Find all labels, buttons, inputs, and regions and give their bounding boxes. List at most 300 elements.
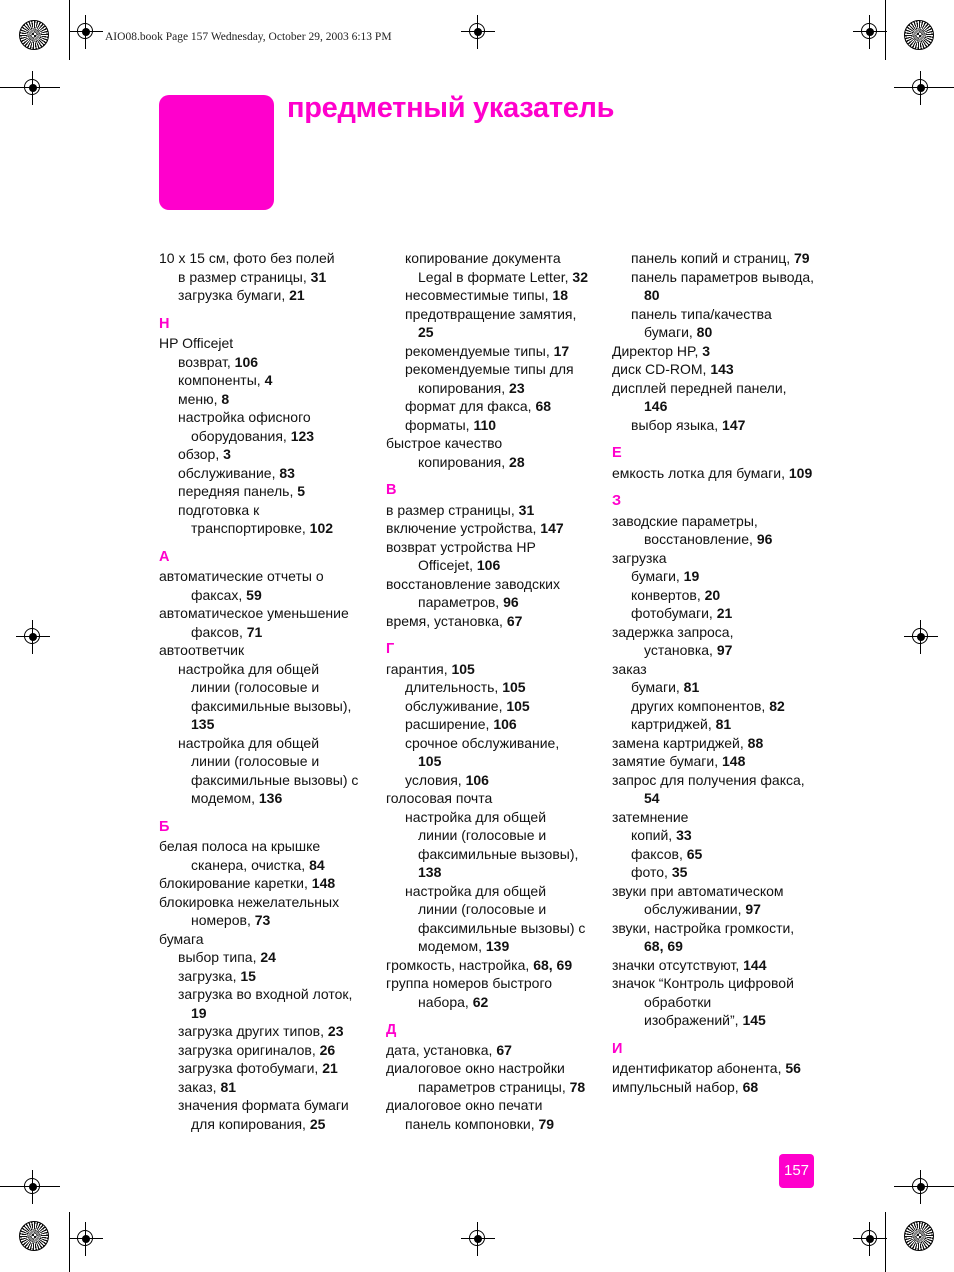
index-entry <box>386 678 588 697</box>
page-reference: 136 <box>258 790 283 806</box>
index-letter-heading <box>386 640 588 659</box>
page-reference: 68 <box>535 398 552 414</box>
index-column-1 <box>159 249 358 1133</box>
entry-text: включение устройства, <box>386 520 541 536</box>
entry-text: автоматические отчеты о <box>159 568 324 584</box>
index-entry <box>612 464 814 483</box>
page-reference: 80 <box>644 287 660 303</box>
index-letter-heading <box>159 818 358 837</box>
page-reference: 106 <box>476 557 501 573</box>
entry-text: идентификатор абонента, <box>612 1060 786 1076</box>
index-entry <box>386 789 588 808</box>
page-reference: 105 <box>506 697 530 714</box>
page-reference: 147 <box>722 416 746 433</box>
entry-text: громкость, настройка, <box>386 956 534 973</box>
entry-text: бумаги, <box>631 568 684 584</box>
entry-text: настройка для общей <box>178 660 320 677</box>
index-entry <box>612 342 814 361</box>
entry-text: установка, <box>644 642 717 658</box>
entry-text: рекомендуемые типы, <box>405 342 554 359</box>
page-reference: 15 <box>240 967 256 984</box>
index-entry <box>612 567 814 586</box>
entry-text: Б <box>159 818 170 835</box>
index-letter-heading <box>159 548 358 567</box>
page-reference: 79 <box>538 1115 555 1132</box>
entry-text: обслуживании, <box>644 901 746 917</box>
page-reference: 73 <box>254 912 271 928</box>
index-entry <box>612 993 814 1012</box>
page-reference: 25 <box>418 324 434 340</box>
entry-text: длительность, <box>405 679 503 695</box>
entry-text: блокировка нежелательных <box>159 893 340 910</box>
index-entry <box>386 1115 588 1134</box>
entry-text: в размер страницы, <box>386 501 519 518</box>
index-entry <box>159 1078 358 1097</box>
index-entry <box>612 660 814 679</box>
index-entry <box>159 789 358 808</box>
entry-text: заказ, <box>178 1078 221 1095</box>
crop-line <box>0 87 60 88</box>
index-entry <box>612 715 814 734</box>
entry-text: панель копий и страниц, <box>631 250 794 266</box>
entry-text: 10 x 15 см, фото без полей <box>159 250 335 266</box>
index-entry <box>386 1096 588 1115</box>
page-reference: 19 <box>683 568 700 584</box>
page-reference: 23 <box>509 379 525 396</box>
page-title: предметный указатель <box>287 92 615 124</box>
entry-text: белая полоса на крышке <box>159 838 321 854</box>
page-reference: 35 <box>671 864 688 880</box>
page-reference: 81 <box>220 1078 237 1095</box>
entry-text: выбор языка, <box>631 416 723 433</box>
index-entry <box>159 445 358 464</box>
registration-rosette <box>19 20 49 50</box>
entry-text: копий, <box>631 827 677 843</box>
entry-text: линии (голосовые и <box>418 827 547 843</box>
index-entry <box>386 305 588 324</box>
index-entry <box>159 893 358 912</box>
index-entry <box>386 453 588 472</box>
entry-text: Е <box>612 445 622 461</box>
index-letter-heading <box>612 1040 814 1059</box>
index-entry <box>612 323 814 342</box>
index-entry <box>386 845 588 864</box>
index-entry <box>386 715 588 734</box>
entry-text: замена картриджей, <box>612 734 748 751</box>
index-entry <box>386 286 588 305</box>
index-entry <box>612 882 814 901</box>
entry-text: В <box>386 482 397 498</box>
entry-text: обслуживание, <box>405 697 507 714</box>
page-reference: 28 <box>509 453 525 470</box>
page-reference: 68, 69 <box>644 938 683 954</box>
registration-rosette <box>19 1221 49 1251</box>
entry-text: гарантия, <box>386 660 452 677</box>
index-entry <box>159 604 358 623</box>
print-slug: AIO08.book Page 157 Wednesday, October 29, 2003 6:13 PM <box>105 31 392 43</box>
index-entry <box>612 808 814 827</box>
index-entry <box>159 1041 358 1060</box>
page-reference: 21 <box>716 605 733 621</box>
entry-text: рекомендуемые типы для <box>405 361 574 377</box>
index-entry <box>159 586 358 605</box>
entry-text: значения формата бумаги <box>178 1097 349 1113</box>
index-entry <box>159 911 358 930</box>
entry-text: заказ <box>612 660 647 677</box>
crop-line <box>69 0 70 60</box>
index-entry <box>386 993 588 1012</box>
index-entry <box>386 1078 588 1097</box>
entry-text: картриджей, <box>631 716 716 732</box>
entry-text: А <box>159 548 170 565</box>
index-entry <box>159 268 358 287</box>
entry-text: условия, <box>405 771 466 788</box>
page-reference: 102 <box>309 520 334 536</box>
entry-text: факсимильные вызовы), <box>191 697 352 714</box>
index-entry <box>386 937 588 956</box>
index-letter-heading <box>159 315 358 334</box>
entry-text: Г <box>386 641 395 657</box>
entry-text: загрузка других типов, <box>178 1023 328 1039</box>
index-entry <box>159 734 358 753</box>
index-entry <box>159 856 358 875</box>
entry-text: несовместимые типы, <box>405 287 553 303</box>
page-reference: 110 <box>473 416 497 433</box>
index-entry <box>159 1059 358 1078</box>
index-entry <box>612 641 814 660</box>
registration-mark <box>904 1170 938 1204</box>
page-reference: 25 <box>309 1115 326 1132</box>
page-reference: 96 <box>756 531 773 547</box>
page-reference: 67 <box>496 1041 512 1058</box>
page-reference: 144 <box>743 956 767 973</box>
entry-text: панель компоновки, <box>405 1115 539 1132</box>
entry-text: факсимильные вызовы) с <box>191 771 359 788</box>
entry-text: звуки при автоматическом <box>612 882 784 899</box>
page-reference: 5 <box>297 483 306 499</box>
entry-text: расширение, <box>405 716 494 732</box>
index-entry <box>159 286 358 305</box>
index-entry <box>159 334 358 353</box>
index-entry <box>159 967 358 986</box>
entry-text: HP Officejet <box>159 335 234 351</box>
entry-text: диск CD-ROM, <box>612 361 711 377</box>
index-entry <box>159 1004 358 1023</box>
entry-text: факсимильные вызовы) с <box>418 919 586 936</box>
entry-text: сканера, очистка, <box>191 856 310 873</box>
index-entry <box>159 408 358 427</box>
entry-text: Officejet, <box>418 557 477 573</box>
page-reference: 84 <box>309 856 325 873</box>
entry-text: звуки, настройка громкости, <box>612 919 795 936</box>
entry-text: голосовая почта <box>386 790 493 806</box>
entry-text: обзор, <box>178 446 224 462</box>
page-reference: 82 <box>769 697 785 714</box>
entry-text: линии (голосовые и <box>191 679 320 695</box>
entry-text: бумаги, <box>631 679 684 695</box>
entry-text: З <box>612 493 622 509</box>
entry-text: Д <box>386 1022 397 1038</box>
index-entry <box>612 397 814 416</box>
entry-text: меню, <box>178 390 222 407</box>
page-reference: 139 <box>485 938 510 954</box>
entry-text: панель типа/качества <box>631 305 772 322</box>
page-reference: 21 <box>322 1060 338 1076</box>
entry-text: загрузка <box>612 549 667 566</box>
index-entry <box>386 501 588 520</box>
entry-text: обработки <box>644 993 712 1010</box>
index-entry <box>386 697 588 716</box>
entry-text: затемнение <box>612 808 689 825</box>
index-entry <box>612 771 814 790</box>
page-reference: 145 <box>742 1012 766 1028</box>
page-reference: 65 <box>686 845 703 862</box>
page-reference: 26 <box>319 1041 336 1058</box>
page-reference: 24 <box>260 949 276 965</box>
crop-line <box>885 0 886 60</box>
page-reference: 135 <box>191 716 215 732</box>
index-entry <box>386 612 588 631</box>
index-letter-heading <box>386 481 588 500</box>
index-entry <box>612 530 814 549</box>
entry-text: замятие бумаги, <box>612 753 722 769</box>
entry-text: выбор типа, <box>178 949 261 965</box>
index-entry <box>612 416 814 435</box>
page-reference: 31 <box>310 268 327 285</box>
page-reference: 109 <box>788 464 813 481</box>
entry-text: И <box>612 1040 623 1057</box>
index-entry <box>159 464 358 483</box>
index-entry <box>612 305 814 324</box>
registration-mark <box>461 1222 495 1256</box>
index-entry <box>386 808 588 827</box>
entry-text: емкость лотка для бумаги, <box>612 464 789 481</box>
registration-rosette <box>904 20 934 50</box>
index-letter-heading <box>386 1021 588 1040</box>
index-column-3 <box>612 249 814 1096</box>
page-reference: 17 <box>553 342 570 359</box>
entry-text: группа номеров быстрого <box>386 975 553 991</box>
page-reference: 146 <box>644 398 668 414</box>
page-reference: 105 <box>502 679 526 695</box>
entry-text: бумаги, <box>644 324 697 340</box>
index-entry <box>612 512 814 531</box>
entry-text: конвертов, <box>631 586 705 603</box>
index-entry <box>386 268 588 287</box>
index-entry <box>386 249 588 268</box>
index-entry <box>386 434 588 453</box>
entry-text: импульсный набор, <box>612 1078 743 1095</box>
index-entry <box>159 930 358 949</box>
entry-text: фотобумаги, <box>631 605 717 621</box>
page-reference: 96 <box>503 594 519 610</box>
index-entry <box>159 771 358 790</box>
registration-mark <box>904 620 938 654</box>
entry-text: изображений”, <box>644 1012 743 1028</box>
index-entry <box>612 1078 814 1097</box>
entry-text: факсах, <box>191 586 247 603</box>
entry-text: быстрое качество <box>386 435 503 451</box>
index-entry <box>159 482 358 501</box>
page-reference: 3 <box>702 342 711 359</box>
page-reference: 138 <box>418 864 442 880</box>
page-reference: 71 <box>246 623 263 640</box>
index-entry <box>159 985 358 1004</box>
index-entry <box>386 734 588 753</box>
index-entry <box>386 974 588 993</box>
index-entry <box>386 416 588 435</box>
entry-text: модемом, <box>191 790 259 806</box>
entry-text: возврат, <box>178 353 235 370</box>
page-reference: 67 <box>506 612 523 629</box>
entry-text: загрузка бумаги, <box>178 287 290 303</box>
page-reference: 3 <box>223 446 231 462</box>
index-entry <box>386 863 588 882</box>
index-entry <box>612 268 814 287</box>
index-entry <box>159 697 358 716</box>
index-entry <box>612 789 814 808</box>
entry-text: бумага <box>159 930 204 947</box>
index-entry <box>386 397 588 416</box>
entry-text: подготовка к <box>178 501 260 518</box>
index-entry <box>386 342 588 361</box>
page-reference: 88 <box>747 734 764 751</box>
entry-text: форматы, <box>405 416 474 433</box>
entry-text: H <box>159 315 170 332</box>
page-reference: 81 <box>715 716 732 732</box>
entry-text: настройка офисного <box>178 409 311 425</box>
page-reference: 62 <box>472 993 489 1010</box>
index-entry <box>386 593 588 612</box>
page-reference: 106 <box>493 716 517 732</box>
entry-text: копирование документа <box>405 250 561 266</box>
index-entry <box>386 956 588 975</box>
entry-text: передняя панель, <box>178 483 298 499</box>
entry-text: настройка для общей <box>405 808 547 825</box>
index-entry <box>159 519 358 538</box>
index-entry <box>159 715 358 734</box>
entry-text: настройка для общей <box>178 734 320 751</box>
index-column-2 <box>386 249 588 1133</box>
page-reference: 4 <box>264 372 273 388</box>
registration-rosette <box>904 1221 934 1251</box>
entry-text: восстановление, <box>644 531 757 547</box>
index-entry <box>612 734 814 753</box>
index-entry <box>386 519 588 538</box>
index-entry <box>386 1041 588 1060</box>
page-reference: 32 <box>572 268 588 285</box>
page-reference: 78 <box>569 1078 586 1095</box>
entry-text: линии (голосовые и <box>418 901 547 917</box>
index-entry <box>159 874 358 893</box>
index-entry <box>386 900 588 919</box>
entry-text: модемом, <box>418 938 486 954</box>
index-entry <box>159 752 358 771</box>
registration-mark <box>69 1222 103 1256</box>
entry-text: компоненты, <box>178 372 265 388</box>
index-letter-heading <box>612 492 814 511</box>
page-reference: 79 <box>794 250 810 266</box>
page-reference: 18 <box>552 287 568 303</box>
entry-text: настройка для общей <box>405 882 547 899</box>
page-reference: 143 <box>710 361 734 377</box>
page-reference: 97 <box>745 901 761 917</box>
page-reference: 123 <box>290 427 315 444</box>
page-reference: 23 <box>327 1023 344 1039</box>
entry-text: других компонентов, <box>631 697 770 714</box>
entry-text: дата, установка, <box>386 1041 497 1058</box>
index-entry <box>159 623 358 642</box>
crop-line <box>894 87 954 88</box>
page-reference: 106 <box>234 353 259 370</box>
chapter-tab <box>159 95 274 210</box>
index-entry <box>386 575 588 594</box>
entry-text: значок “Контроль цифровой <box>612 975 794 991</box>
index-entry <box>386 752 588 771</box>
entry-text: загрузка фотобумаги, <box>178 1060 323 1076</box>
index-entry <box>159 1022 358 1041</box>
index-entry <box>386 826 588 845</box>
index-entry <box>612 752 814 771</box>
index-entry <box>612 974 814 993</box>
page-reference: 19 <box>191 1004 207 1021</box>
index-entry <box>386 360 588 379</box>
entry-text: восстановление заводских <box>386 575 561 592</box>
page-reference: 83 <box>279 464 295 481</box>
entry-text: загрузка во входной лоток, <box>178 986 353 1002</box>
index-entry <box>159 353 358 372</box>
index-entry <box>159 837 358 856</box>
page-number: 157 <box>779 1154 814 1188</box>
entry-text: значки отсутствуют, <box>612 956 744 973</box>
entry-text: предотвращение замятия, <box>405 305 577 322</box>
index-entry <box>159 948 358 967</box>
index-entry <box>612 826 814 845</box>
page-reference: 20 <box>704 586 721 603</box>
registration-mark <box>16 620 50 654</box>
entry-text: оборудования, <box>191 427 291 444</box>
entry-text: копирования, <box>418 379 510 396</box>
entry-text: запрос для получения факса, <box>612 771 805 788</box>
index-entry <box>159 427 358 446</box>
index-entry <box>159 1096 358 1115</box>
index-entry <box>612 249 814 268</box>
entry-text: загрузка, <box>178 967 241 984</box>
entry-text: время, установка, <box>386 612 507 629</box>
entry-text: автоматическое уменьшение <box>159 605 349 621</box>
crop-line <box>885 1212 886 1272</box>
index-entry <box>159 249 358 268</box>
entry-text: блокирование каретки, <box>159 875 312 891</box>
index-entry <box>612 1059 814 1078</box>
entry-text: фото, <box>631 864 672 880</box>
page-reference: 54 <box>644 790 660 806</box>
page-reference: 105 <box>451 660 475 677</box>
entry-text: формат для факса, <box>405 398 536 414</box>
index-entry <box>159 641 358 660</box>
index-entry <box>159 371 358 390</box>
index-entry <box>612 623 814 642</box>
entry-text: загрузка оригиналов, <box>178 1041 320 1058</box>
page-reference: 106 <box>465 771 489 788</box>
index-entry <box>159 501 358 520</box>
crop-line <box>894 1186 954 1187</box>
index-entry <box>386 379 588 398</box>
page-reference: 97 <box>716 642 733 658</box>
entry-text: диалоговое окно печати <box>386 1097 543 1113</box>
entry-text: панель параметров вывода, <box>631 268 815 285</box>
page-reference: 68, 69 <box>533 956 573 973</box>
